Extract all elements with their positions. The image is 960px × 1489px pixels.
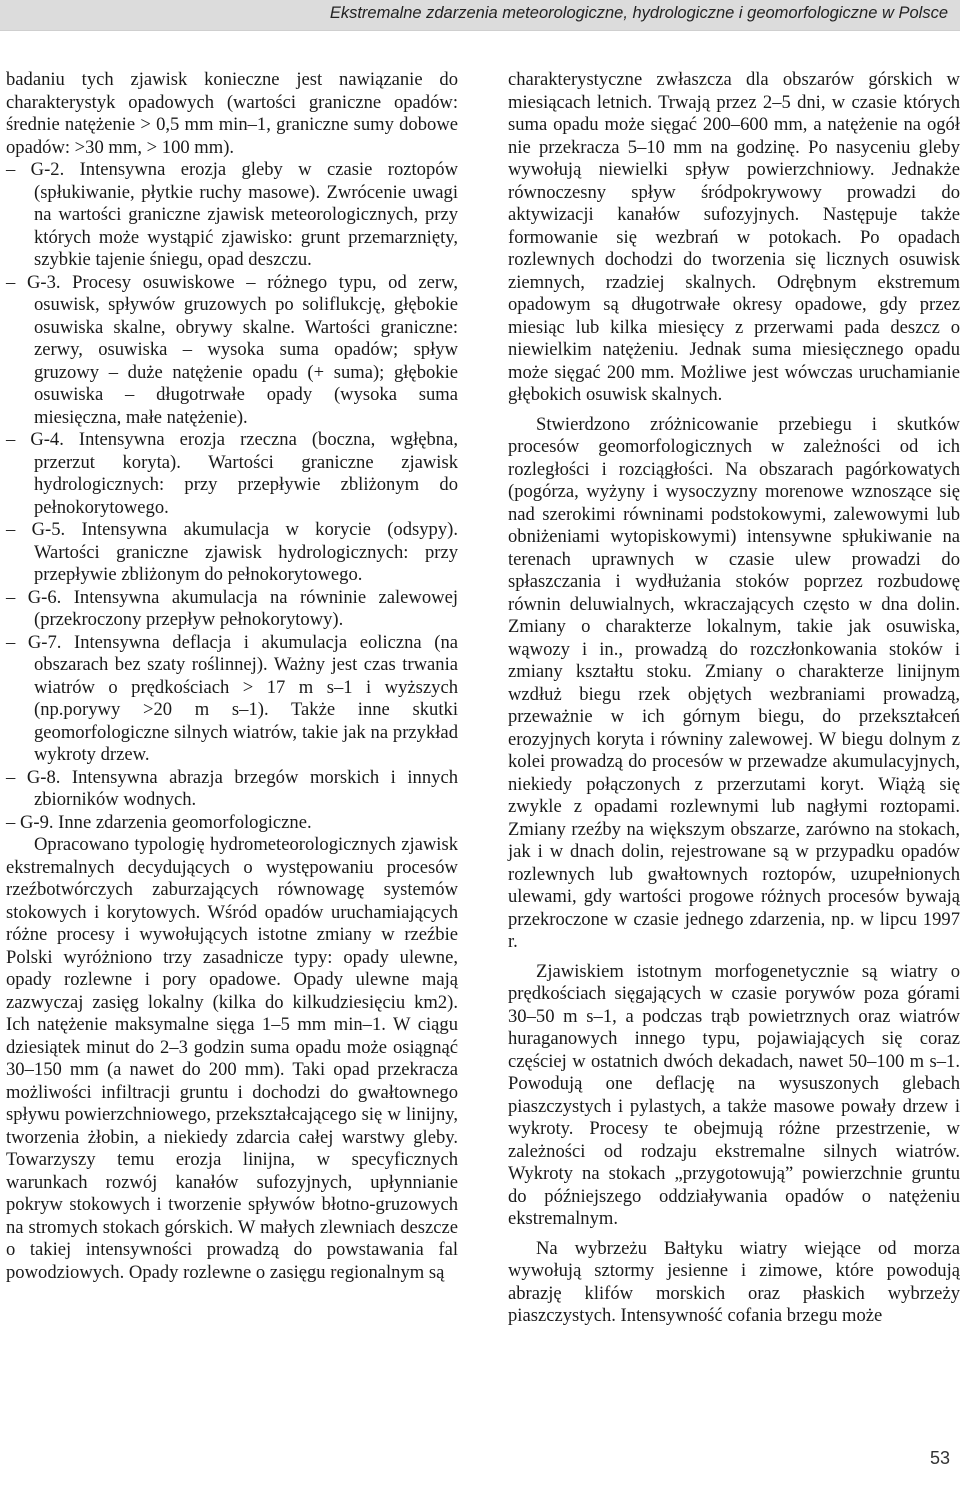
list-item-g6: – G-6. Intensywna akumulacja na równinie zalewowej (przekroczony przepływ pełnokorytowy). [6,586,458,630]
paragraph-processes: Stwierdzono zróżnicowanie przebiegu i skutków procesów geomorfologicznych w zależności od ich rozległości i rozciągłości. Na obszarach pagórkowatych (pogórza, wyżyny i wysoczyzny morenowe wznoszące się nad szerokimi równinami podstokowymi, zalewowymi lub obniżeniami wytopiskowymi) intensywne spłukiwanie na terenach uprawnych w czasie ulew prowadzi do spłaszczania i wydłużania stoków poprzez rozbudowę równin deluwialnych, wkraczających często w dna dolin. Zmiany o charakterze lokalnym, takie jak osuwiska, wąwozy i in., prowadzą do rozczłonkowania stoków i zmiany kształtu stoku. Zmiany o charakterze linijnym wzdłuż biegu rzek objętych wezbraniami prowadzą, przeważnie w ich górnym biegu, do przekształceń erozyjnych koryta i równiny zalewowej. W biegu dolnym z kolei prowadzą do procesów w przewadze akumulacyjnych, niekiedy połączonych z przerzutami koryt. Wiążą się zwykle z opadami rozlewnymi lub nagłymi roztopami. Zmiany rzeźby na większym obszarze, zarówno na stokach, jak i w dnach dolin, rejestrowane są w przypadku opadów rozlewnych lub gwałtownych roztopów, uzupełnionych ulewami, gdy wartości progowe różnych procesów bywają przekroczone w czasie jednego zdarzenia, np. w lipcu 1997 r. [508,413,960,952]
list-item-g3: – G-3. Procesy osuwiskowe – różnego typu, od zerw, osuwisk, spływów gruzowych po soliflukcję, głębokie osuwiska skalne, obrywy skalne. Wartości graniczne: zerwy, osuwiska – wysoka suma opadów; spływ gruzowy – duże natężenie opadu (+ suma); głębokie osuwiska – długotrwałe opady (wysoka suma miesięczna, małe natężenie). [6,271,458,428]
paragraph-continuation: badaniu tych zjawisk konieczne jest nawiązanie do charakterystyk opadowych (wartości graniczne opadów: średnie natężenie > 0,5 mm min–1, graniczne sumy dobowe opadów: >30 mm, > 100 mm). [6,69,458,158]
list-item-g4: – G-4. Intensywna erozja rzeczna (boczna, wgłębna, przerzut koryta). Wartości graniczne zjawisk hydrologicznych: przy przepływie zbliżonym do pełnokorytowego. [6,429,458,518]
paragraph-baltic: Na wybrzeżu Bałtyku wiatry wiejące od morza wywołują sztormy jesienne i zimowe, które powodują abrazję klifów morskich oraz płaskich wybrzeży piaszczystych. Intensywność cofania brzegu może [508,1237,960,1326]
paragraph-winds: Zjawiskiem istotnym morfogenetycznie są wiatry o prędkościach sięgających w czasie porywów poza górami 30–50 m s–1, a podczas trąb powietrznych oraz wiatrów huraganowych innego typu, pojawiających się coraz częściej w ostatnich dwóch dekadach, nawet 50–100 m s–1. Powodują one deflację na wysuszonych glebach piaszczystych i pylastych, a także masowe powały drzew i wykroty. Procesy te obejmują różne przestrzenie, w zależności od rodzaju ekstremalne silnych wiatrów. Wykroty na stokach „przygotowują” powierzchnie gruntu do późniejszego oddziaływania opadów o natężeniu ekstremalnym. [508,960,960,1229]
list-item-g2: – G-2. Intensywna erozja gleby w czasie roztopów (spłukiwanie, płytkie ruchy masowe). Zwrócenie uwagi na wartości graniczne zjawisk meteorologicznych, przy których może wystąpić zjawisko: grunt przemarznięty, szybkie tajenie śniegu, opad deszczu. [6,159,458,270]
page-number: 53 [929,1448,950,1468]
header-title: Ekstremalne zdarzenia meteorologiczne, hydrologiczne i geomorfologiczne w Polsce [329,4,948,22]
right-column [508,69,960,1328]
paragraph-continuation-right: charakterystyczne zwłaszcza dla obszarów górskich w miesiącach letnich. Trwają przez 2–5 dni, w czasie których suma opadu może sięgać 200–600 mm, a natężenie na ogół nie przekracza 5–10 mm na godzinę. Po nasyceniu gleby wywołują niewielki spływ powierzchniowy. Jednakże równoczesny spływ śródpokrywowy prowadzi do aktywizacji kanałów sufozyjnych. Następuje także formowanie się wezbrań w potokach. Po opadach rozlewnych dochodzi do tworzenia się licznych osuwisk ziemnych, rzadziej skalnych. Odrębnym ekstremum opadowym są długotrwałe okresy opadowe, gdy przez miesiąc lub kilka miesięcy z przerwami pada deszcz o niewielkim natężeniu. Jednak suma miesięcznego opadu może sięgać 200 mm. Możliwe jest wówczas uruchamianie głębokich osuwisk skalnych. [508,69,960,405]
list-item-g7: – G-7. Intensywna deflacja i akumulacja eoliczna (na obszarach bez szaty roślinnej). Ważny jest czas trwania wiatrów o prędkościach > 17 m s–1 i wyższych (np.porywy >20 m s–1). Także inne skutki geomorfologiczne silnych wiatrów, takie jak na przykład wykroty drzew. [6,631,458,765]
list-item-g8: – G-8. Intensywna abrazja brzegów morskich i innych zbiorników wodnych. [6,766,458,810]
list-item-g5: – G-5. Intensywna akumulacja w korycie (odsypy). Wartości graniczne zjawisk hydrologicznych: przy przepływie zbliżonym do pełnokorytowego. [6,519,458,585]
left-column [6,69,458,1284]
running-header [0,0,960,31]
list-item-g9: – G-9. Inne zdarzenia geomorfologiczne. [6,811,312,833]
paragraph-typology: Opracowano typologię hydrometeorologicznych zjawisk ekstremalnych decydujących o występowaniu procesów rzeźbotwórczych zaburzających równowagę systemów stokowych i korytowych. Wśród opadów uruchamiających różne procesy i wywołujących istotne zmiany w rzeźbie Polski wyróżniono trzy zasadnicze typy: opady ulewne, opady rozlewne i pory opadowe. Opady ulewne mają zazwyczaj zasięg lokalny (kilka do kilkudziesięciu km2). Ich natężenie maksymalne sięga 1–5 mm min–1. W ciągu dziesiątek minut do 2–3 godzin suma opadu może osiągnąć 30–150 mm (a nawet do 200 mm). Taki opad przekracza możliwości infiltracji gruntu i dochodzi do gwałtownego spływu powierzchniowego, przekształcającego się w linijny, tworzenia żłobin, a niekiedy zdarcia całej warstwy gleby. Towarzyszy temu erozja linijna, w specyficznych warunkach rozwój kanałów sufozyjnych, upłynnianie pokryw stokowych i tworzenie spływów błotno-gruzowych na stromych stokach górskich. W małych zlewniach deszcze o takiej intensywności prowadzą do powstawania fal powodziowych. Opady rozlewne o zasięgu regionalnym są [6,834,458,1283]
